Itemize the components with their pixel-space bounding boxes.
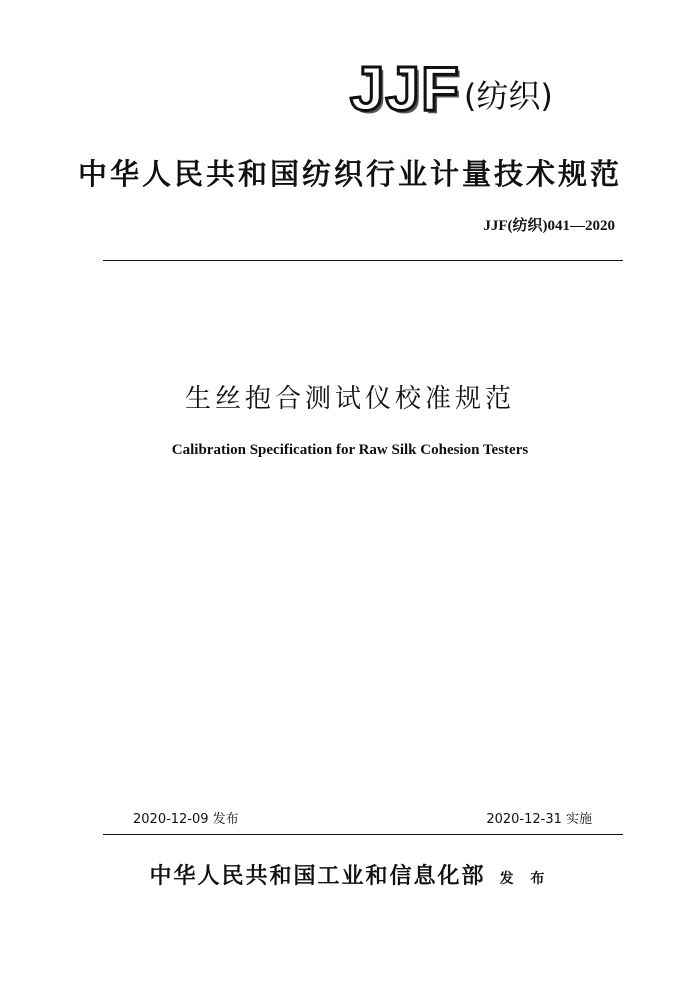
bottom-divider — [103, 834, 623, 835]
effective-date: 2020-12-31 实施 — [486, 812, 592, 827]
publisher-line — [0, 862, 700, 894]
top-divider — [103, 260, 623, 261]
logo-suffix: (纺织) — [463, 77, 553, 115]
standard-logo — [350, 55, 553, 124]
publisher-name: 中华人民共和国工业和信息化部 — [149, 864, 486, 889]
chinese-title: 生丝抱合测试仪校准规范 — [184, 384, 515, 414]
publish-action: 发 布 — [499, 871, 551, 887]
issue-date: 2020-12-09 发布 — [133, 812, 239, 827]
document-code: JJF(纺织)041—2020 — [483, 218, 615, 234]
english-title: Calibration Specification for Raw Silk Cohesion Testers — [171, 442, 529, 458]
main-title: 中华人民共和国纺织行业计量技术规范 — [77, 157, 622, 191]
jjf-logo-letters: JJF — [350, 55, 460, 124]
